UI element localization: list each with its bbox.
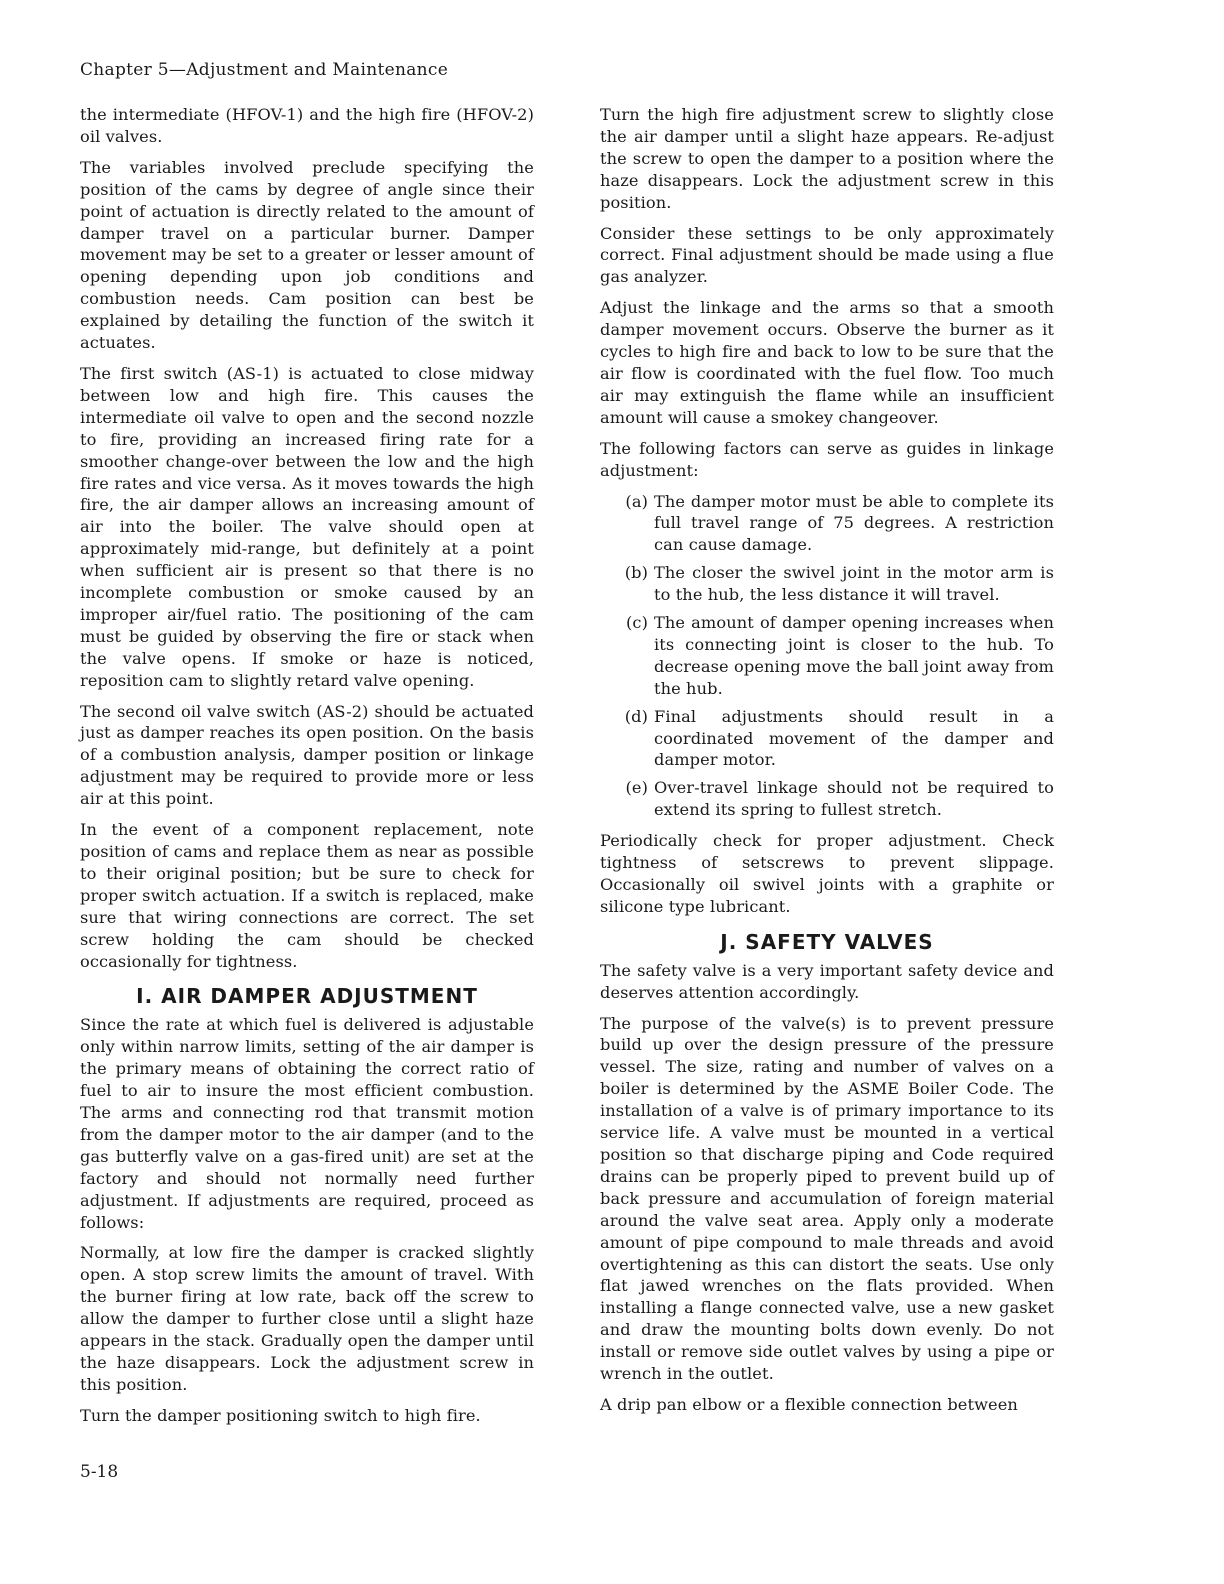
paragraph: A drip pan elbow or a flexible connection between: [600, 1394, 1018, 1414]
left-column: [80, 104, 534, 1436]
paragraph: In the event of a component replacement, note position of cams and replace them as near as possible to their original position; but be sure to check for proper switch actuation. If a switch is replaced, make sure that wiring connections are correct. The set screw holding the cam should be checked occasionally for tightness.: [80, 820, 534, 971]
paragraph: The first switch (AS-1) is actuated to close midway between low and high fire. This causes the intermediate oil valve to open and the second nozzle to fire, providing an increased firing rate for a smoother change-over between the low and the high fire rates and vice versa. As it moves towards the high fire, the air damper allows an increasing amount of air into the boiler. The valve should open at approximately mid-range, but definitely at a point when sufficient air is present so that there is no incomplete combustion or smoke caused by an improper air/fuel ratio. The positioning of the cam must be guided by observing the fire or stack when the valve opens. If smoke or haze is noticed, reposition cam to slightly retard valve opening.: [80, 363, 534, 690]
list-item-text: The closer the swivel joint in the motor arm is to the hub, the less distance it will travel.: [654, 563, 1054, 605]
list-item-marker: (c): [626, 613, 648, 633]
paragraph: Since the rate at which fuel is delivered is adjustable only within narrow limits, setting of the air damper is the primary means of obtaining the correct ratio of fuel to air to insure the most efficient combustion. The arms and connecting rod that transmit motion from the damper motor to the air damper (and to the gas butterfly valve on a gas-fired unit) are set at the factory and should not normally need further adjustment. If adjustments are required, proceed as follows:: [80, 1015, 534, 1232]
list-item-marker: (d): [624, 706, 648, 726]
paragraph: The variables involved preclude specifying the position of the cams by degree of angle since their point of actuation is directly related to the amount of damper travel on a particular burner. Damper movement may be set to a greater or lesser amount of opening depending upon job conditions and combustion needs. Cam position can best be explained by detailing the function of the switch it actuates.: [80, 157, 534, 353]
list-item: [600, 777, 1054, 821]
paragraph: Periodically check for proper adjustment. Check tightness of setscrews to prevent slippage. Occasionally oil swivel joints with a graphite or silicone type lubricant.: [600, 831, 1054, 916]
section-heading-safety-valves: J. SAFETY VALVES: [720, 929, 934, 954]
paragraph: The safety valve is a very important safety device and deserves attention accordingly.: [600, 960, 1054, 1002]
list-item-text: Over-travel linkage should not be required to extend its spring to fullest stretch.: [654, 778, 1054, 820]
paragraph: Turn the high fire adjustment screw to slightly close the air damper until a slight haze appears. Re-adjust the screw to open the damper to a position where the haze disappears. Lock the adjustment screw in this position.: [600, 105, 1054, 212]
page-number: 5-18: [80, 1462, 119, 1482]
paragraph: The purpose of the valve(s) is to prevent pressure build up over the design pressure of the pressure vessel. The size, rating and number of valves on a boiler is determined by the ASME Boiler Code. The installation of a valve is of primary importance to its service life. A valve must be mounted in a vertical position so that discharge piping and Code required drains can be properly piped to prevent build up of back pressure and accumulation of foreign material around the valve seat area. Apply only a moderate amount of pipe compound to male threads and avoid overtightening as this can distort the seats. Use only flat jawed wrenches on the flats provided. When installing a flange connected valve, use a new gasket and draw the mounting bolts down evenly. Do not install or remove side outlet valves by using a pipe or wrench in the outlet.: [600, 1013, 1054, 1384]
list-item: [600, 612, 1054, 700]
list-item-marker: (b): [624, 563, 648, 583]
list-item-text: Final adjustments should result in a coordinated movement of the damper and damper motor.: [654, 706, 1054, 770]
paragraph: The second oil valve switch (AS-2) should be actuated just as damper reaches its open position. On the basis of a combustion analysis, damper position or linkage adjustment may be required to provide more or less air at this point.: [80, 701, 534, 809]
list-item: [600, 562, 1054, 606]
right-column: [600, 104, 1054, 1425]
list-item-text: The damper motor must be able to complete its full travel range of 75 degrees. A restriction can cause damage.: [654, 491, 1054, 555]
paragraph: Consider these settings to be only approximately correct. Final adjustment should be made using a flue gas analyzer.: [600, 223, 1054, 287]
list-item: [600, 706, 1054, 772]
list-item-marker: (a): [625, 491, 648, 511]
paragraph: the intermediate (HFOV-1) and the high fire (HFOV-2) oil valves.: [80, 105, 534, 146]
paragraph: The following factors can serve as guides in linkage adjustment:: [600, 438, 1054, 480]
chapter-header: Chapter 5—Adjustment and Maintenance: [80, 60, 449, 80]
list-item: [600, 491, 1054, 557]
linkage-factor-list: [600, 491, 1054, 822]
paragraph: Adjust the linkage and the arms so that a smooth damper movement occurs. Observe the burner as it cycles to high fire and back to low to be sure that the air flow is coordinated with the fuel flow. Too much air may extinguish the flame while an insufficient amount will cause a smokey changeover.: [600, 298, 1054, 427]
list-item-marker: (e): [625, 778, 648, 798]
paragraph: Normally, at low fire the damper is cracked slightly open. A stop screw limits the amount of travel. With the burner firing at low rate, back off the screw to allow the damper to further close until a slight haze appears in the stack. Gradually open the damper until the haze disappears. Lock the adjustment screw in this position.: [80, 1243, 534, 1394]
section-heading-air-damper-adjustment: I. AIR DAMPER ADJUSTMENT: [136, 984, 478, 1009]
list-item-text: The amount of damper opening increases when its connecting joint is closer to the hub. To decrease opening move the ball joint away from the hub.: [654, 613, 1054, 698]
paragraph: Turn the damper positioning switch to high fire.: [80, 1405, 481, 1425]
